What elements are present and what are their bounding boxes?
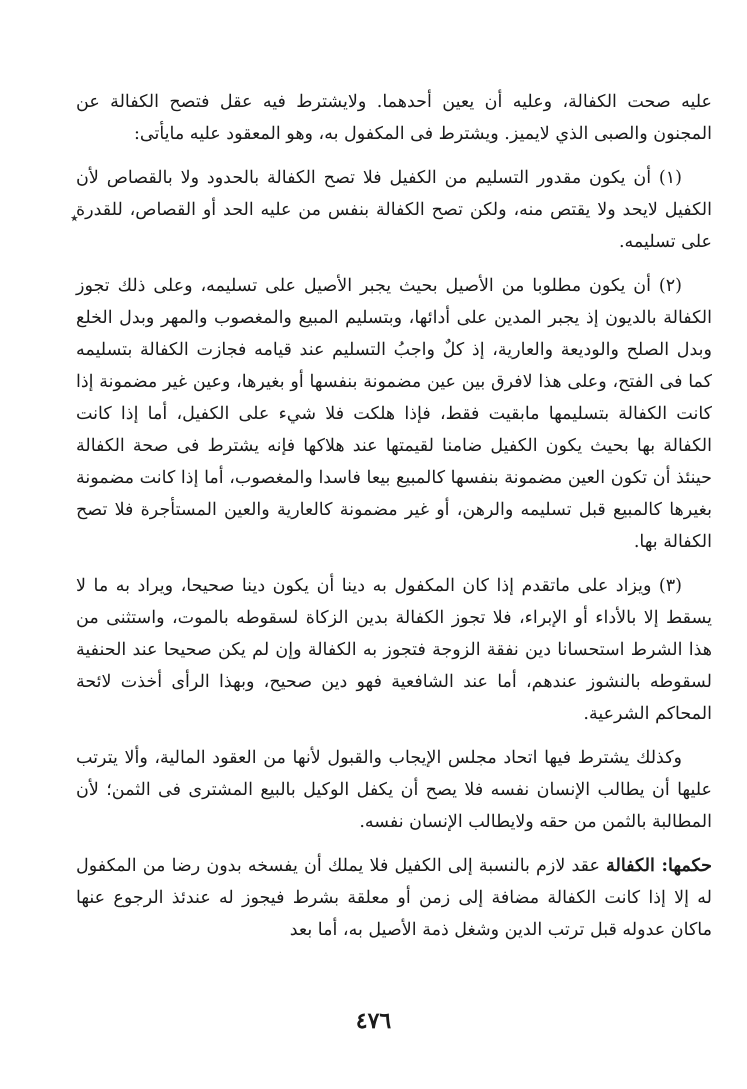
margin-mark: ٭	[70, 208, 79, 227]
paragraph-condition-1: (١) أن يكون مقدور التسليم من الكفيل فلا تصح الكفالة بالحدود ولا بالقصاص لأن الكفيل لايحد ولا يقتص منه، ولكن تصح الكفالة بنفس من عليه الحد أو القصاص، للقدرة على تسليمه.	[76, 168, 712, 252]
page-number: ٤٧٦	[355, 1008, 392, 1034]
section-heading-ruling: حكمها: الكفالة	[606, 856, 712, 876]
paragraph-condition-2: (٢) أن يكون مطلوبا من الأصيل بحيث يجبر الأصيل على تسليمه، وعلى ذلك تجوز الكفالة بالديون إذ يجبر المدين على أدائها، وبتسليم المبيع والمغصوب والمهر وبدل الخلع وبدل الصلح والوديعة والعارية، إذ كلٌ واجبُ التسليم عند قيامه فجازت الكفالة بتسليمه كما فى الفتح، وعلى هذا لافرق بين عين مضمونة بنفسها أو بغيرها، وعين غير مضمونة إذا كانت الكفالة بتسليمها مابقيت فقط، فإذا هلكت فلا شيء على الكفيل، أما إذا كانت الكفالة بها بحيث يكون الكفيل ضامنا لقيمتها عند هلاكها فإنه يشترط فى صحة الكفالة حينئذ أن تكون العين مضمونة بنفسها كالمبيع بيعا فاسدا والمغصوب، أما إذا كانت مضمونة بغيرها كالمبيع قبل تسليمه والرهن، أو غير مضمونة كالعارية والعين المستأجرة فلا تصح الكفالة بها.	[76, 276, 712, 552]
document-page	[76, 86, 712, 946]
paragraph-ruling-body: عقد لازم بالنسبة إلى الكفيل فلا يملك أن يفسخه بدون رضا من المكفول له إلا إذا كانت الكفالة مضافة إلى زمن أو معلقة بشرط فيجوز له عندئذ الرجوع عنها ماكان عدوله قبل ترتب الدين وشغل ذمة الأصيل به، أما بعد	[76, 856, 712, 940]
paragraph-ruling	[76, 850, 712, 946]
paragraph-continuation: عليه صحت الكفالة، وعليه أن يعين أحدهما. ولايشترط فيه عقل فتصح الكفالة عن المجنون والصبى الذي لايميز. ويشترط فى المكفول به، وهو المعقود عليه مايأتى:	[76, 92, 712, 144]
paragraph-additional-conditions: وكذلك يشترط فيها اتحاد مجلس الإيجاب والقبول لأنها من العقود المالية، وألا يترتب عليها أن يطالب الإنسان نفسه فلا يصح أن يكفل الوكيل بالبيع المشترى فى الثمن؛ لأن المطالبة بالثمن من حقه ولايطالب الإنسان نفسه.	[76, 748, 712, 832]
paragraph-condition-3: (٣) ويزاد على ماتقدم إذا كان المكفول به دينا أن يكون دينا صحيحا، ويراد به ما لا يسقط إلا بالأداء أو الإبراء، فلا تجوز الكفالة بدين الزكاة لسقوطه بالموت، واستثنى من هذا الشرط استحسانا دين نفقة الزوجة فتجوز به الكفالة وإن لم يكن صحيحا عند الحنفية لسقوطه بالنشوز عندهم، أما عند الشافعية فهو دين صحيح، وبهذا الرأى أخذت لائحة المحاكم الشرعية.	[76, 576, 712, 724]
